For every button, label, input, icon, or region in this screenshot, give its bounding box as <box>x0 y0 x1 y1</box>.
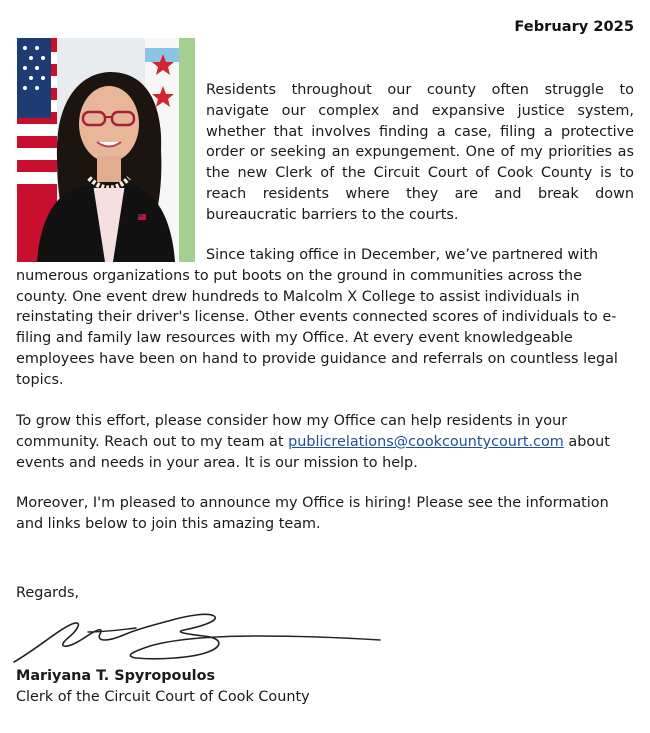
closing-regards: Regards, <box>16 585 80 601</box>
outreach-paragraph <box>16 245 636 391</box>
hiring-paragraph: Moreover, I'm pleased to announce my Office is hiring! Please see the information and links below to join this amazing team. <box>16 495 609 532</box>
contact-text-before: To grow this effort, please consider how my Office can help residents in your community. Reach out to my team at <box>16 413 568 450</box>
letter-date: February 2025 <box>514 18 634 35</box>
outreach-first-line: Since taking office in December, we’ve partnered <box>206 247 563 263</box>
handwritten-signature <box>8 608 388 670</box>
portrait-photo <box>17 38 195 262</box>
email-link[interactable]: publicrelations@cookcountycourt.com <box>288 434 564 450</box>
outreach-body: with numerous organizations to put boots on the ground in communities across the county. One event drew hundreds to Malcolm X College to assist individuals in reinstating their driver's license. Other events connected scores of individuals to e-filing and family law resources with my Office. At every event knowledgeable employees have been on hand to provide guidance and referrals on countless legal topics. <box>16 247 618 388</box>
contact-paragraph <box>16 411 636 474</box>
contact-text-after: about events and needs in your area. It is our mission to help. <box>16 434 610 471</box>
signatory-title: Clerk of the Circuit Court of Cook County <box>16 689 310 705</box>
signatory-name: Mariyana T. Spyropoulos <box>16 668 216 684</box>
intro-paragraph: Residents throughout our county often struggle to navigate our complex and expansive justice system, whether that involves finding a case, filing a protective order or seeking an expungement. One of my priorities as the new Clerk of the Circuit Court of Cook County is to reach residents where they are and break down bureaucratic barriers to the courts. <box>206 82 634 223</box>
